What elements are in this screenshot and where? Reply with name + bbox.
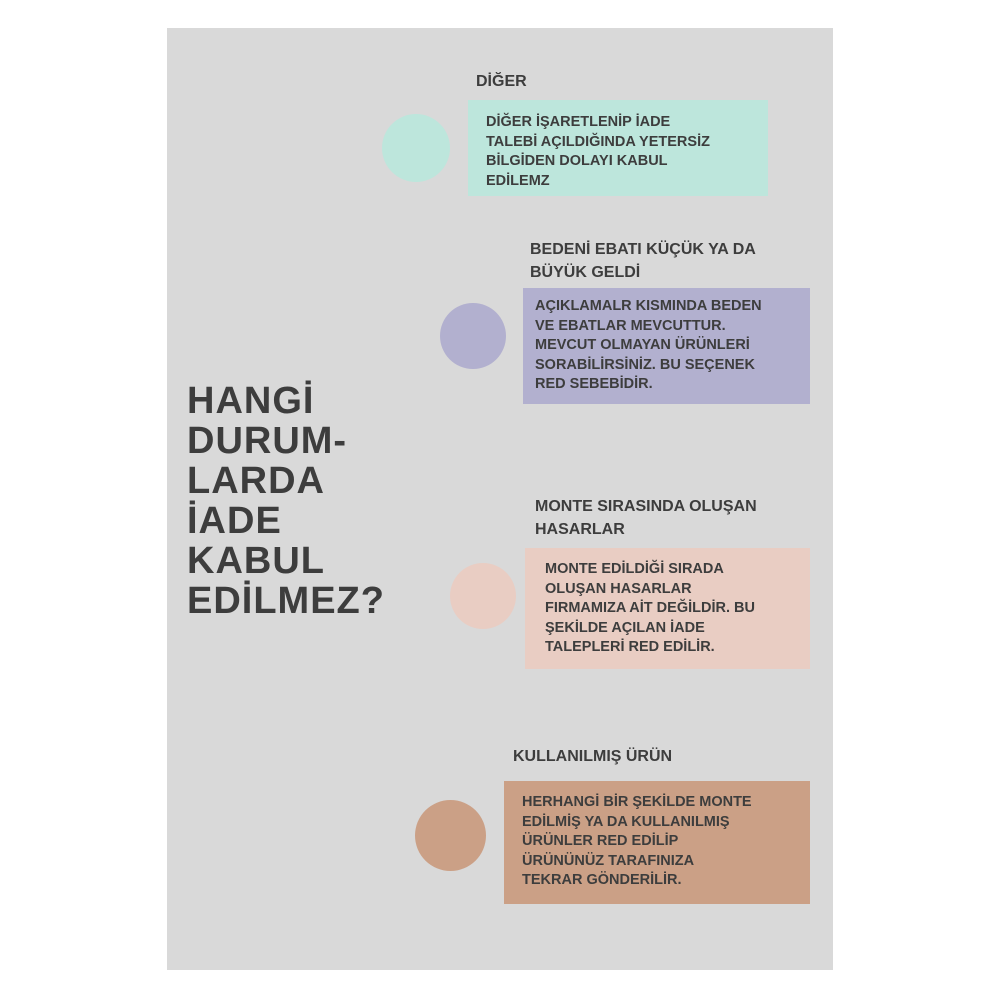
bullet-circle [382, 114, 450, 182]
body-line: ÜRÜNLER RED EDİLİP [522, 833, 679, 849]
heading-line: LARDA [187, 460, 325, 502]
body-line: RED SEBEBİDİR. [535, 376, 653, 392]
title-line: DİĞER [476, 73, 527, 90]
heading-line: DURUM- [187, 420, 348, 462]
heading-line: EDİLMEZ? [187, 580, 385, 622]
body-line: SORABİLİRSİNİZ. BU SEÇENEK [535, 356, 755, 373]
body-line: OLUŞAN HASARLAR [545, 580, 692, 597]
body-line: TALEPLERİ RED EDİLİR. [545, 639, 715, 655]
section-title-monte [535, 495, 757, 541]
title-line: KULLANILMIŞ ÜRÜN [513, 748, 673, 765]
body-line: DİĞER İŞARETLENİP İADE [486, 114, 671, 130]
bullet-circle [450, 563, 516, 629]
body-line: TALEBİ AÇILDIĞINDA YETERSİZ [486, 133, 710, 150]
body-line: MEVCUT OLMAYAN ÜRÜNLERİ [535, 337, 750, 353]
bullet-circle [440, 303, 506, 369]
title-line: MONTE SIRASINDA OLUŞAN [535, 498, 757, 515]
section-title-diger [476, 70, 527, 93]
body-line: FIRMAMIZA AİT DEĞİLDİR. BU [545, 600, 755, 616]
body-line: ŞEKİLDE AÇILAN İADE [545, 619, 705, 636]
section-box-monte [525, 548, 810, 669]
heading-line: KABUL [187, 540, 325, 582]
body-line: EDİLMİŞ YA DA KULLANILMIŞ [522, 813, 730, 830]
body-line: VE EBATLAR MEVCUTTUR. [535, 317, 726, 334]
main-heading [187, 381, 385, 621]
section-box-beden [523, 288, 810, 404]
section-box-kullanilmis [504, 781, 810, 904]
body-line: ÜRÜNÜNÜZ TARAFINIZA [522, 852, 695, 869]
body-line: AÇIKLAMALR KISMINDA BEDEN [535, 298, 762, 314]
heading-line: İADE [187, 500, 282, 542]
section-box-diger [468, 100, 768, 196]
bullet-circle [415, 800, 486, 871]
body-line: BİLGİDEN DOLAYI KABUL [486, 153, 668, 169]
body-line: EDİLEMZ [486, 172, 550, 189]
body-line: HERHANGİ BİR ŞEKİLDE MONTE [522, 794, 752, 810]
body-line: TEKRAR GÖNDERİLİR. [522, 872, 682, 888]
section-title-kullanilmis [513, 745, 672, 768]
section-title-beden [530, 238, 756, 284]
title-line: HASARLAR [535, 521, 625, 538]
title-line: BEDENİ EBATI KÜÇÜK YA DA [530, 241, 756, 258]
body-line: MONTE EDİLDİĞİ SIRADA [545, 561, 724, 577]
heading-line: HANGİ [187, 380, 315, 422]
title-line: BÜYÜK GELDİ [530, 264, 641, 281]
